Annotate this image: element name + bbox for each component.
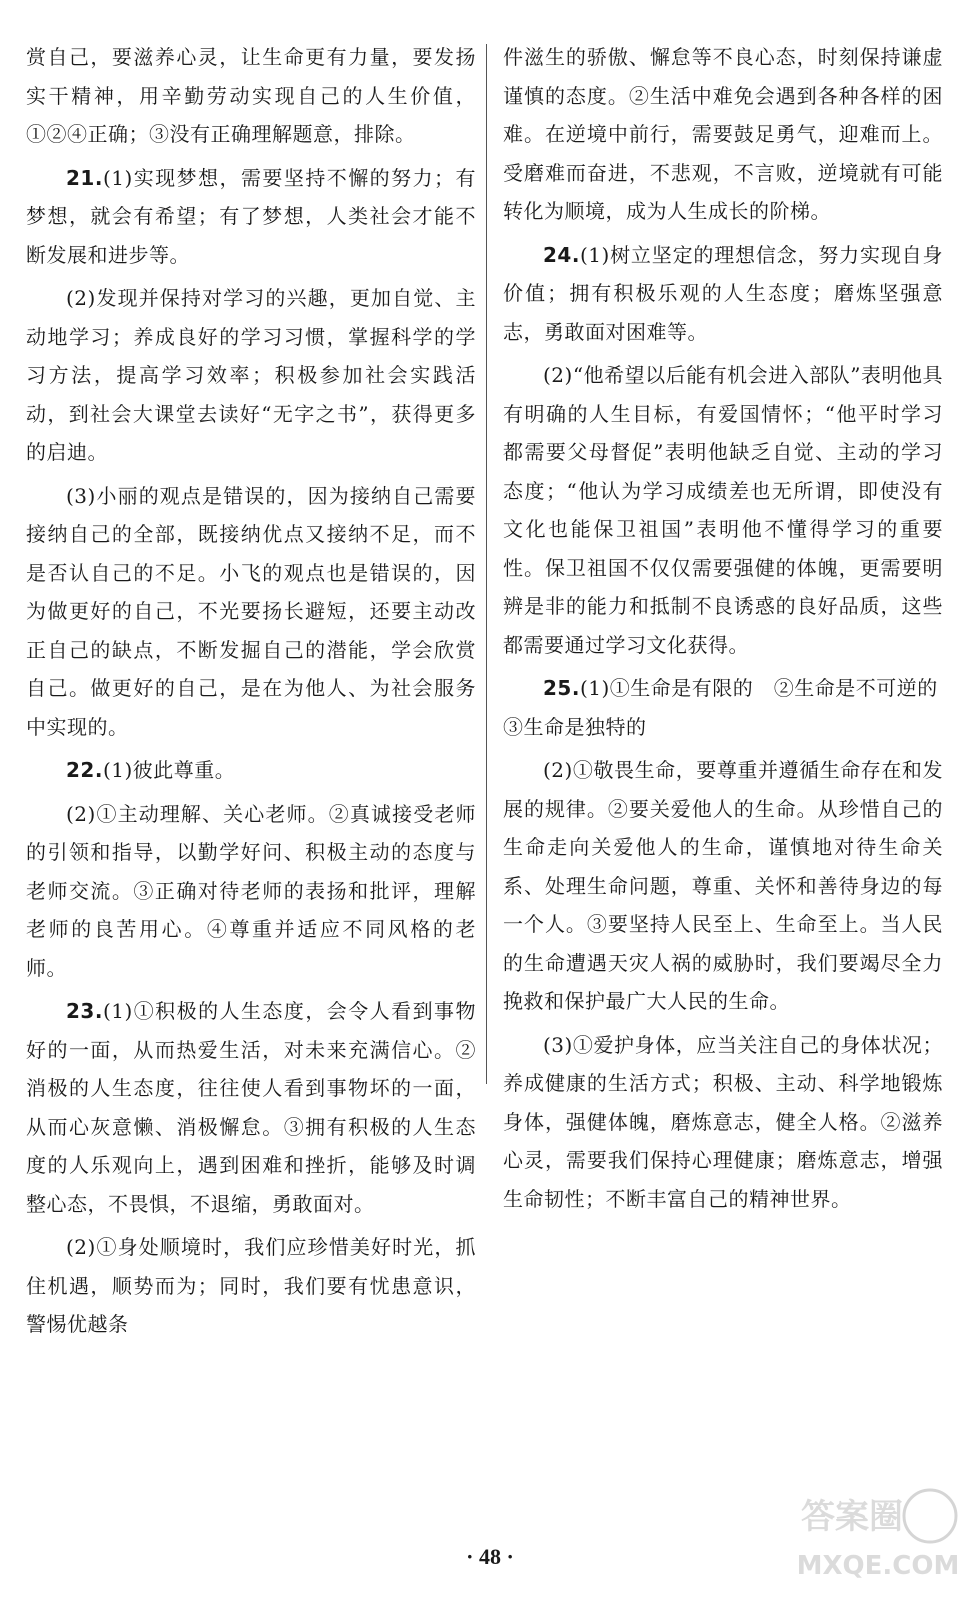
para-text: (1)彼此尊重。 (102, 758, 236, 782)
question-23-part1 (26, 992, 476, 1223)
para-text: (3)小丽的观点是错误的，因为接纳自己需要接纳自己的全部，既接纳优点又接纳不足，而不是否认自己的不足。小飞的观点也是错误的，因为做更好的自己，不光要扬长避短，还要主动改正自己的缺点，不断发掘自己的潜能，学会欣赏自己。做更好的自己，是在为他人、为社会服务中实现的。 (26, 483, 476, 739)
para-text: (2)①身处顺境时，我们应珍惜美好时光，抓住机遇，顺势而为；同时，我们要有忧患意识，警惕优越条 (26, 1235, 476, 1336)
watermark-logo-text: 答案圈 (801, 1497, 903, 1537)
para-text: (2)①主动理解、关心老师。②真诚接受老师的引领和指导，以勤学好问、积极主动的态度与老师交流。③正确对待老师的表扬和批评，理解老师的良苦用心。④尊重并适应不同风格的老师。 (26, 801, 476, 980)
watermark-logo (790, 1478, 960, 1588)
question-25-part1-cont (503, 708, 943, 747)
para-text: 赏自己，要滋养心灵，让生命更有力量，要发扬实干精神，用辛勤劳动实现自己的人生价值，①②④正确；③没有正确理解题意，排除。 (26, 45, 476, 146)
para-text: (2)①敬畏生命，要尊重并遵循生命存在和发展的规律。②要关爱他人的生命。从珍惜自己的生命走向关爱他人的生命，谨慎地对待生命关系、处理生命问题，尊重、关怀和善待身边的每一个人。③要坚持人民至上、生命至上。当人民的生命遭遇天灾人祸的威胁时，我们要竭尽全力挽救和保护最广大人民的生命。 (503, 758, 943, 1013)
question-number: 23. (66, 999, 103, 1023)
question-23-part2-cont (503, 38, 943, 231)
left-column (26, 38, 476, 1349)
question-23-part2 (26, 1228, 476, 1344)
question-number: 25. (543, 676, 580, 700)
question-25-part3 (503, 1026, 943, 1219)
para-text: (1)树立坚定的理想信念，努力实现自身价值；拥有积极乐观的人生态度；磨炼坚强意志，勇敢面对困难等。 (503, 242, 943, 344)
question-21-part3 (26, 477, 476, 747)
right-column (503, 38, 943, 1223)
page-number: · 48 · (466, 1544, 514, 1569)
question-24-part2 (503, 356, 943, 664)
column-divider (486, 44, 487, 1084)
question-number: 21. (66, 165, 103, 190)
paragraph-l0 (26, 38, 476, 154)
watermark-site-text: MXQE.COM (796, 1551, 960, 1581)
question-25-part2 (503, 751, 943, 1021)
question-22-part1 (26, 751, 476, 790)
para-text: (3)①爱护身体，应当关注自己的身体状况；养成健康的生活方式；积极、主动、科学地锻炼身体，强健体魄，磨炼意志，健全人格。②滋养心灵，需要我们保持心理健康；磨炼意志，增强生命韧性；不断丰富自己的精神世界。 (503, 1032, 943, 1211)
question-21-part2 (26, 279, 476, 472)
question-25-part1 (503, 669, 943, 708)
para-text: ③生命是独特的 (503, 714, 647, 739)
para-text: (1)①积极的人生态度，会令人看到事物好的一面，从而热爱生活，对未来充满信心。②消极的人生态度，往往使人看到事物坏的一面，从而心灰意懒、消极懈怠。③拥有积极的人生态度的人乐观向上，遇到困难和挫折，能够及时调整心态，不畏惧，不退缩，勇敢面对。 (26, 999, 476, 1216)
para-text: (2)“他希望以后能有机会进入部队”表明他具有明确的人生目标，有爱国情怀；“他平时学习都需要父母督促”表明他缺乏自觉、主动的学习态度；“他认为学习成绩差也无所谓，即使没有文化也能保卫祖国”表明他不懂得学习的重要性。保卫祖国不仅仅需要强健的体魄，更需要明辨是非的能力和抵制不良诱惑的良好品质，这些都需要通过学习文化获得。 (503, 363, 943, 657)
question-24-part1 (503, 236, 943, 352)
question-22-part2 (26, 795, 476, 988)
question-number: 24. (543, 242, 580, 267)
para-text: (2)发现并保持对学习的兴趣，更加自觉、主动地学习；养成良好的学习习惯，掌握科学的学习方法，提高学习效率；积极参加社会实践活动，到社会大课堂去读好“无字之书”，获得更多的启迪。 (26, 286, 476, 464)
para-text: (1)实现梦想，需要坚持不懈的努力；有梦想，就会有希望；有了梦想，人类社会才能不断发展和进步等。 (26, 165, 476, 267)
para-text: 件滋生的骄傲、懈怠等不良心态，时刻保持谦虚谨慎的态度。②生活中难免会遇到各种各样的困难。在逆境中前行，需要鼓足勇气，迎难而上。受磨难而奋进，不悲观，不言败，逆境就有可能转化为顺境，成为人生成长的阶梯。 (503, 45, 943, 223)
question-21-part1 (26, 159, 476, 275)
para-text: (1)①生命是有限的 ②生命是不可逆的 (579, 676, 938, 700)
question-number: 22. (66, 758, 103, 782)
